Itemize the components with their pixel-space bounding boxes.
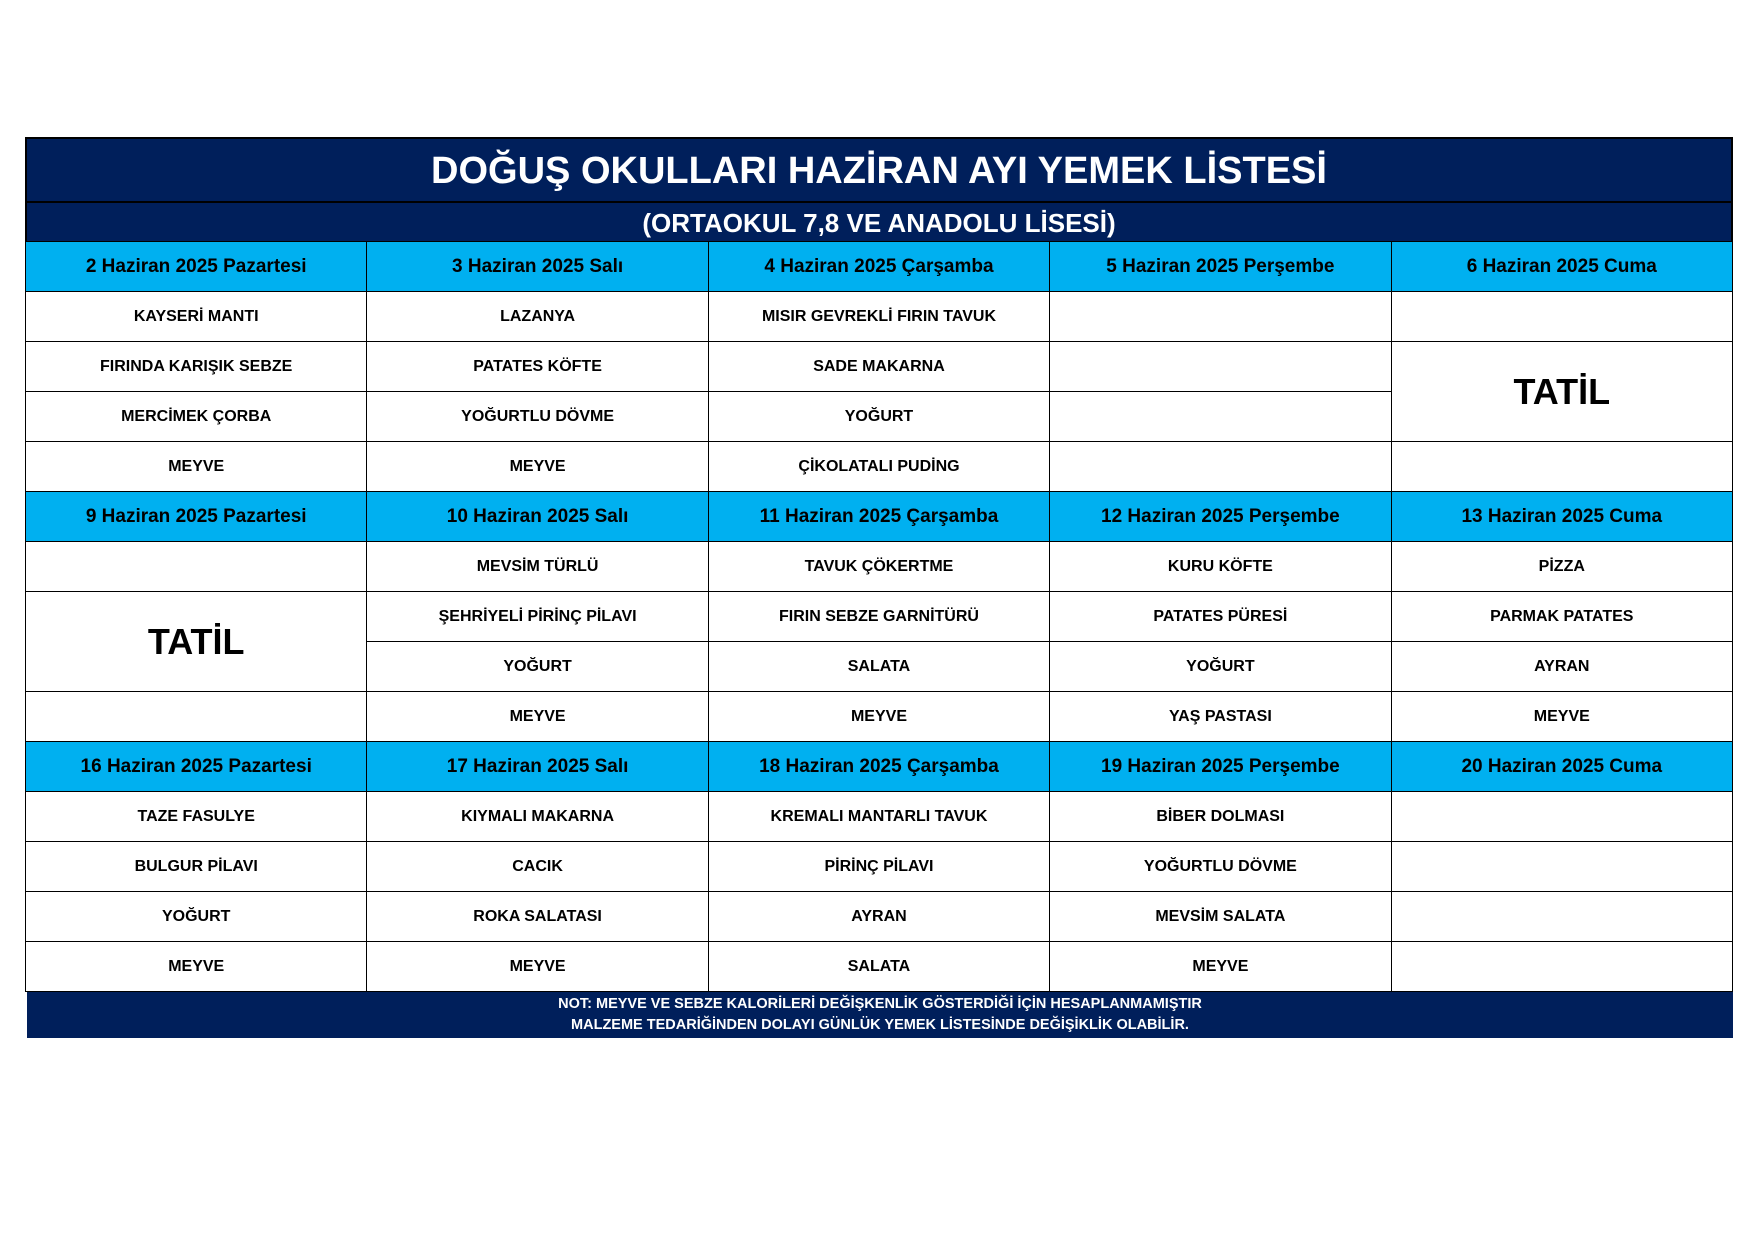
week-2-date-row [26,492,1733,542]
meal-cell: MEVSİM TÜRLÜ [367,542,708,592]
day-header: 18 Haziran 2025 Çarşamba [708,742,1049,792]
meal-cell: AYRAN [1391,642,1732,692]
meal-cell: MEVSİM SALATA [1050,892,1391,942]
menu-sheet [25,137,1733,1038]
meal-cell: PİRİNÇ PİLAVI [708,842,1049,892]
day-header: 16 Haziran 2025 Pazartesi [26,742,367,792]
week-3-date-row [26,742,1733,792]
table-row [26,792,1733,842]
table-row [26,942,1733,992]
meal-cell: BİBER DOLMASI [1050,792,1391,842]
meal-cell [1391,792,1732,842]
meal-cell [26,692,367,742]
note-line-1: NOT: MEYVE VE SEBZE KALORİLERİ DEĞİŞKENLİK GÖSTERDİĞİ İÇİN HESAPLANMAMIŞTIR [558,996,1202,1012]
meal-cell: YOĞURT [26,892,367,942]
day-header: 10 Haziran 2025 Salı [367,492,708,542]
day-header: 4 Haziran 2025 Çarşamba [708,242,1049,292]
meal-cell [1391,892,1732,942]
meal-cell [1050,392,1391,442]
table-row [26,442,1733,492]
day-header: 13 Haziran 2025 Cuma [1391,492,1732,542]
meal-cell: CACIK [367,842,708,892]
meal-cell: MEYVE [708,692,1049,742]
meal-cell: ŞEHRİYELİ PİRİNÇ PİLAVI [367,592,708,642]
meal-cell: AYRAN [708,892,1049,942]
holiday-cell: TATİL [1391,342,1732,442]
meal-cell: YOĞURT [367,642,708,692]
day-header: 17 Haziran 2025 Salı [367,742,708,792]
meal-cell: BULGUR PİLAVI [26,842,367,892]
meal-cell: YAŞ PASTASI [1050,692,1391,742]
meal-cell: TAVUK ÇÖKERTME [708,542,1049,592]
meal-cell: PARMAK PATATES [1391,592,1732,642]
meal-cell [1391,442,1732,492]
note-line-2: MALZEME TEDARİĞİNDEN DOLAYI GÜNLÜK YEMEK LİSTESİNDE DEĞİŞİKLİK OLABİLİR. [571,1017,1189,1033]
meal-cell [1050,292,1391,342]
meal-cell: YOĞURTLU DÖVME [367,392,708,442]
day-header: 20 Haziran 2025 Cuma [1391,742,1732,792]
menu-table [25,241,1733,992]
table-row [26,892,1733,942]
day-header: 5 Haziran 2025 Perşembe [1050,242,1391,292]
footer-note [27,992,1733,1038]
meal-cell: MERCİMEK ÇORBA [26,392,367,442]
meal-cell: KAYSERİ MANTI [26,292,367,342]
table-row [26,592,1733,642]
table-row [26,342,1733,392]
meal-cell: LAZANYA [367,292,708,342]
meal-cell: MEYVE [26,942,367,992]
meal-cell: MISIR GEVREKLİ FIRIN TAVUK [708,292,1049,342]
meal-cell: PATATES PÜRESİ [1050,592,1391,642]
meal-cell [1050,342,1391,392]
meal-cell: PİZZA [1391,542,1732,592]
meal-cell [1050,442,1391,492]
page-subtitle: (ORTAOKUL 7,8 VE ANADOLU LİSESİ) [25,201,1733,241]
table-row [26,542,1733,592]
meal-cell: FIRIN SEBZE GARNİTÜRÜ [708,592,1049,642]
meal-cell: MEYVE [1391,692,1732,742]
meal-cell: MEYVE [367,442,708,492]
page-title: DOĞUŞ OKULLARI HAZİRAN AYI YEMEK LİSTESİ [25,137,1733,201]
meal-cell: PATATES KÖFTE [367,342,708,392]
meal-cell: TAZE FASULYE [26,792,367,842]
meal-cell: KIYMALI MAKARNA [367,792,708,842]
day-header: 19 Haziran 2025 Perşembe [1050,742,1391,792]
meal-cell [26,542,367,592]
meal-cell: SADE MAKARNA [708,342,1049,392]
meal-cell: MEYVE [367,942,708,992]
day-header: 2 Haziran 2025 Pazartesi [26,242,367,292]
table-row [26,842,1733,892]
meal-cell: YOĞURT [708,392,1049,442]
week-1-date-row [26,242,1733,292]
day-header: 12 Haziran 2025 Perşembe [1050,492,1391,542]
meal-cell: ÇİKOLATALI PUDİNG [708,442,1049,492]
meal-cell: KREMALI MANTARLI TAVUK [708,792,1049,842]
meal-cell: FIRINDA KARIŞIK SEBZE [26,342,367,392]
day-header: 11 Haziran 2025 Çarşamba [708,492,1049,542]
meal-cell [1391,842,1732,892]
holiday-cell: TATİL [26,592,367,692]
day-header: 6 Haziran 2025 Cuma [1391,242,1732,292]
day-header: 9 Haziran 2025 Pazartesi [26,492,367,542]
table-row [26,692,1733,742]
meal-cell: YOĞURTLU DÖVME [1050,842,1391,892]
meal-cell: SALATA [708,942,1049,992]
meal-cell [1391,942,1732,992]
table-row [26,292,1733,342]
meal-cell: MEYVE [367,692,708,742]
meal-cell [1391,292,1732,342]
meal-cell: KURU KÖFTE [1050,542,1391,592]
day-header: 3 Haziran 2025 Salı [367,242,708,292]
meal-cell: MEYVE [1050,942,1391,992]
meal-cell: ROKA SALATASI [367,892,708,942]
meal-cell: SALATA [708,642,1049,692]
meal-cell: MEYVE [26,442,367,492]
meal-cell: YOĞURT [1050,642,1391,692]
